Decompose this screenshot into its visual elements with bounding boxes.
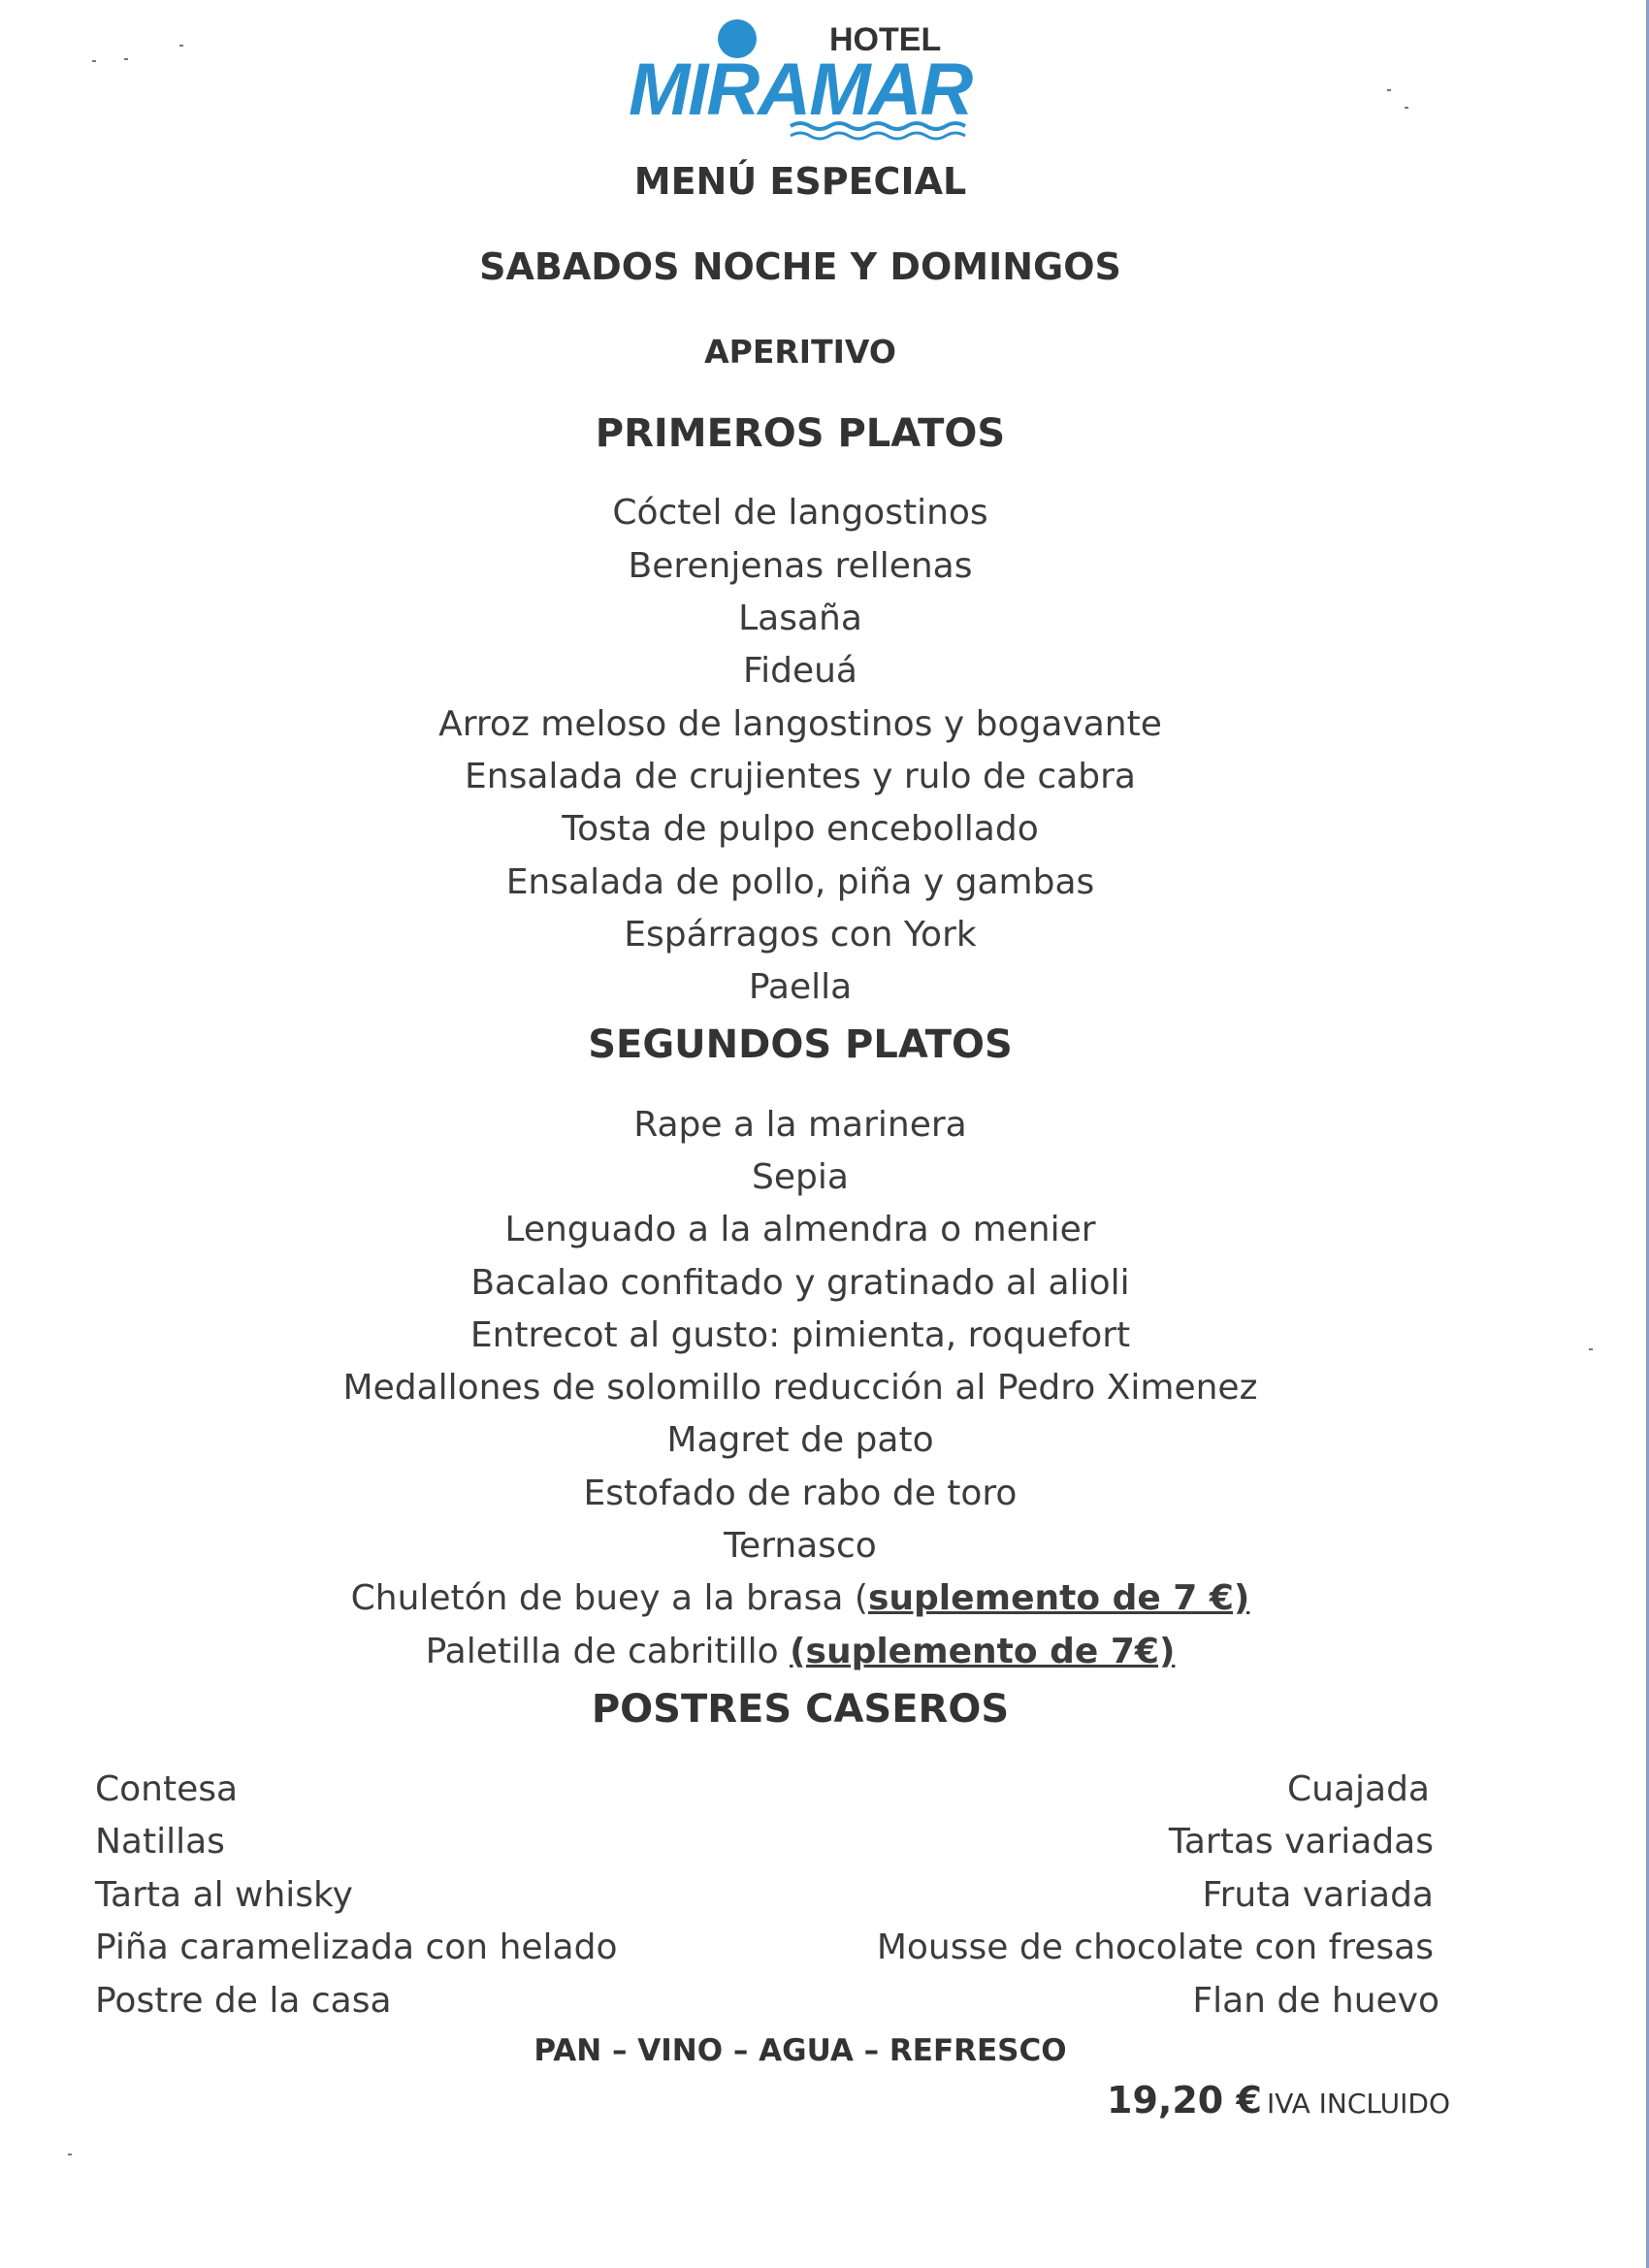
postres-heading: POSTRES CASEROS bbox=[591, 1687, 1010, 1732]
scan-speck bbox=[92, 60, 96, 62]
dessert-item-left: Contesa bbox=[95, 1769, 239, 1809]
price-value: 19,20 € bbox=[1107, 2079, 1262, 2122]
price-note: IVA INCLUIDO bbox=[1267, 2088, 1450, 2120]
dessert-item-left: Piña caramelizada con helado bbox=[95, 1928, 618, 1967]
dish-item: Berenjenas rellenas bbox=[628, 546, 973, 586]
dish-item: Estofado de rabo de toro bbox=[583, 1474, 1018, 1513]
scan-speck bbox=[179, 45, 183, 47]
dessert-item-right: Fruta variada bbox=[1202, 1875, 1434, 1915]
supplement-note: suplemento de 7 €) bbox=[867, 1578, 1250, 1618]
dish-item: Bacalao confitado y gratinado al alioli bbox=[470, 1263, 1130, 1303]
dish-item: Lenguado a la almendra o menier bbox=[504, 1210, 1096, 1249]
dish-item: Ensalada de pollo, piña y gambas bbox=[505, 862, 1095, 902]
dish-item: Sepia bbox=[752, 1157, 849, 1197]
dessert-item-left: Postre de la casa bbox=[95, 1981, 392, 2021]
dessert-item-right: Mousse de chocolate con fresas bbox=[876, 1928, 1434, 1967]
scan-speck bbox=[124, 58, 128, 60]
menu-title: MENÚ ESPECIAL bbox=[633, 160, 967, 203]
beverages-line: PAN – VINO – AGUA – REFRESCO bbox=[534, 2033, 1067, 2068]
dish-item-chuleton bbox=[0, 1578, 1600, 1618]
logo-hotel-text: HOTEL bbox=[829, 21, 942, 58]
scan-speck bbox=[68, 2154, 72, 2155]
dish-item: Ensalada de crujientes y rulo de cabra bbox=[465, 757, 1136, 796]
menu-subtitle: SABADOS NOCHE Y DOMINGOS bbox=[479, 245, 1121, 288]
hotel-miramar-logo bbox=[621, 17, 980, 144]
dish-text: Chuletón de buey a la brasa ( bbox=[350, 1578, 868, 1618]
dish-item: Rape a la marinera bbox=[633, 1105, 967, 1145]
dessert-item-left: Natillas bbox=[95, 1822, 225, 1862]
segundos-heading: SEGUNDOS PLATOS bbox=[588, 1022, 1013, 1067]
scan-speck bbox=[1405, 107, 1408, 109]
dish-item: Fideuá bbox=[743, 651, 857, 691]
dish-item-paletilla bbox=[0, 1632, 1600, 1671]
dish-item: Cóctel de langostinos bbox=[612, 493, 988, 533]
aperitivo-heading: APERITIVO bbox=[704, 333, 896, 371]
logo-name-text: MIRAMAR bbox=[629, 49, 972, 131]
primeros-heading: PRIMEROS PLATOS bbox=[595, 411, 1006, 456]
supplement-note: (suplemento de 7€) bbox=[790, 1632, 1176, 1671]
dessert-item-left: Tarta al whisky bbox=[95, 1875, 353, 1915]
dish-item: Magret de pato bbox=[666, 1420, 934, 1460]
dish-text: Paletilla de cabritillo bbox=[425, 1632, 791, 1671]
dessert-item-right: Tartas variadas bbox=[1168, 1822, 1434, 1862]
dish-item: Tosta de pulpo encebollado bbox=[562, 809, 1039, 849]
dish-item: Paella bbox=[748, 967, 853, 1007]
dish-item: Entrecot al gusto: pimienta, roquefort bbox=[469, 1315, 1131, 1355]
dish-item: Lasaña bbox=[738, 599, 862, 638]
scan-speck bbox=[1589, 1348, 1593, 1350]
dish-item: Ternasco bbox=[724, 1526, 877, 1566]
dish-item: Arroz meloso de langostinos y bogavante bbox=[438, 704, 1162, 744]
dessert-item-right: Flan de huevo bbox=[1192, 1981, 1439, 2021]
dish-item: Espárragos con York bbox=[624, 915, 977, 955]
scan-speck bbox=[1387, 89, 1391, 91]
price-line bbox=[1107, 2079, 1450, 2122]
dessert-item-right: Cuajada bbox=[1287, 1769, 1430, 1809]
dish-item: Medallones de solomillo reducción al Pedro Ximenez bbox=[342, 1368, 1258, 1408]
